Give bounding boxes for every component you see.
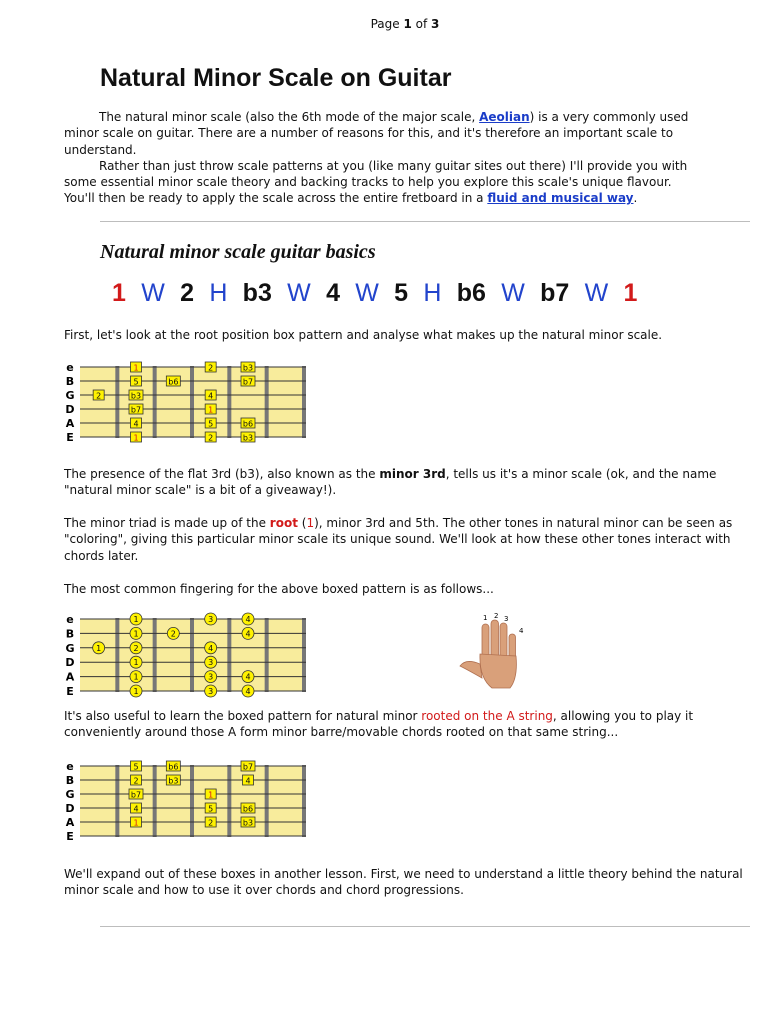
- string-name-label: D: [65, 403, 75, 416]
- scale-degree-label: b3: [130, 391, 142, 401]
- string-name-label: D: [65, 802, 75, 815]
- triad-start: The minor triad is made up of the: [64, 516, 270, 530]
- finger-number: 2: [133, 643, 139, 653]
- section-heading: Natural minor scale guitar basics: [100, 241, 376, 263]
- intro-paragraph-1: [64, 109, 704, 158]
- fingering-text: The most common fingering for the above boxed pattern is as follows...: [64, 582, 494, 596]
- fret-bar: [227, 765, 231, 837]
- fret-bar: [190, 765, 194, 837]
- presence-text: [64, 466, 744, 499]
- finger-label-1: 1: [483, 614, 488, 622]
- intro-text: [64, 109, 704, 207]
- minor-third-term: minor 3rd: [379, 467, 446, 481]
- scale-degree-label: 1: [208, 405, 214, 415]
- string-name-label: B: [65, 375, 75, 388]
- a-string-end: , allowing you to play it conveniently around those A form minor barre/movable chords rooted on that same string...: [64, 709, 694, 740]
- string-name-label: A: [65, 670, 75, 684]
- finger-number: 4: [245, 629, 251, 639]
- finger-number: 1: [133, 687, 139, 696]
- fret-bar: [227, 618, 231, 692]
- fret-bar: [153, 618, 157, 692]
- finger-number: 1: [96, 643, 102, 653]
- scale-degree-label: b7: [130, 790, 142, 800]
- intro-p2-end: .: [633, 191, 638, 206]
- triad-text: [64, 515, 744, 564]
- scale-degree-label: 5: [133, 377, 139, 387]
- finger-label-4: 4: [519, 627, 524, 635]
- fret-bar: [190, 618, 194, 692]
- fret-bar: [265, 618, 269, 692]
- formula-item: W: [584, 279, 609, 307]
- formula-item: W: [287, 279, 311, 307]
- intro-paragraph-2: [64, 158, 704, 207]
- formula-item: b6: [456, 279, 486, 307]
- fretboard-diagram-fingering: [62, 612, 312, 702]
- fretboard-diagram-a-string: [62, 759, 312, 845]
- finger-number: 3: [208, 672, 214, 682]
- fluid-musical-link[interactable]: fluid and musical way: [487, 191, 634, 206]
- expand-text: We'll expand out of these boxes in another lesson. First, we need to understand a little theory behind the natural minor scale and how to use it over chords and chord progressions.: [64, 867, 743, 898]
- presence-end: , tells us it's a minor scale (ok, and the name "natural minor scale" is a bit of a giveaway!).: [64, 467, 717, 498]
- scale-degree-label: b6: [168, 762, 179, 772]
- string-name-label: A: [65, 816, 75, 829]
- finger-number: 4: [245, 615, 251, 624]
- string-name-label: E: [66, 830, 74, 843]
- first-look-text: First, let's look at the root position box pattern and analyse what makes up the natural minor scale.: [64, 328, 663, 342]
- formula-item: 2: [180, 279, 195, 307]
- scale-degree-label: 1: [133, 818, 139, 828]
- scale-degree-label: b3: [242, 433, 254, 443]
- string-name-label: B: [65, 627, 75, 641]
- finger-number: 4: [245, 672, 251, 682]
- scale-degree-label: b6: [242, 804, 254, 814]
- page-title: Natural Minor Scale on Guitar: [100, 64, 452, 92]
- string-name-label: E: [66, 431, 74, 444]
- scale-degree-label: b3: [168, 776, 179, 786]
- scale-degree-label: 2: [208, 433, 214, 443]
- scale-degree-label: 1: [133, 433, 139, 443]
- page-total: 3: [431, 17, 440, 31]
- formula-item: 5: [394, 279, 409, 307]
- scale-degree-label: 2: [208, 363, 214, 373]
- root-degree: 1: [306, 516, 315, 530]
- fret-bar: [302, 765, 306, 837]
- formula-item: W: [355, 279, 379, 307]
- finger-number: 2: [170, 629, 176, 639]
- formula-item: b3: [242, 279, 272, 307]
- finger-number: 1: [133, 615, 139, 624]
- scale-degree-label: 4: [208, 391, 214, 401]
- finger-number: 3: [208, 615, 214, 624]
- scale-degree-label: 2: [208, 818, 214, 828]
- finger-number: 4: [245, 687, 251, 696]
- scale-degree-label: 4: [133, 804, 139, 814]
- scale-degree-label: b7: [242, 762, 254, 772]
- fret-bar: [115, 765, 119, 837]
- scale-degree-label: 5: [208, 419, 214, 429]
- string-name-label: e: [66, 613, 74, 626]
- finger-number: 4: [208, 643, 214, 653]
- page-prefix: Page: [370, 17, 404, 31]
- string-name-label: D: [65, 656, 75, 670]
- string-name-label: G: [65, 641, 75, 655]
- finger-number: 1: [133, 672, 139, 682]
- page-number: [0, 17, 768, 31]
- string-name-label: B: [65, 774, 75, 787]
- bottom-divider: [100, 926, 750, 927]
- scale-degree-label: 5: [133, 762, 139, 772]
- triad-paren: (: [297, 516, 307, 530]
- scale-degree-label: 1: [208, 790, 214, 800]
- finger-number: 1: [133, 629, 139, 639]
- scale-degree-label: b6: [242, 419, 254, 429]
- string-name-label: e: [66, 760, 74, 773]
- intro-p2-start: Rather than just throw scale patterns at you (like many guitar sites out there) I'll provide you with some essential minor scale theory and backing tracks to help you explore this scale's unique flavour. You'll then be ready to apply the scale across the entire fretboard in a: [64, 158, 688, 206]
- finger-label-3: 3: [504, 615, 509, 623]
- a-string-text: [64, 708, 744, 741]
- scale-degree-label: b6: [168, 377, 179, 387]
- formula-item: 1: [623, 279, 638, 307]
- page-current: 1: [403, 17, 412, 31]
- scale-degree-label: 4: [133, 419, 139, 429]
- fret-bar: [265, 765, 269, 837]
- formula-item: W: [501, 279, 525, 307]
- string-name-label: G: [65, 788, 75, 801]
- fret-bar: [302, 618, 306, 692]
- scale-degree-label: 2: [96, 391, 102, 401]
- scale-degree-label: b3: [242, 818, 254, 828]
- root-term: root: [269, 516, 298, 530]
- scale-degree-label: b7: [130, 405, 142, 415]
- intro-p1-start: The natural minor scale (also the 6th mode of the major scale,: [99, 110, 480, 124]
- formula-item: W: [141, 279, 165, 307]
- scale-degree-label: 1: [133, 363, 139, 373]
- string-name-label: A: [65, 417, 75, 430]
- section-divider: [100, 221, 750, 222]
- formula-item: b7: [540, 279, 570, 307]
- fret-bar: [153, 765, 157, 837]
- presence-start: The presence of the flat 3rd (b3), also known as the: [64, 467, 380, 481]
- a-string-start: It's also useful to learn the boxed pattern for natural minor: [64, 709, 422, 723]
- fret-bar: [115, 618, 119, 692]
- finger-number: 3: [208, 658, 214, 668]
- scale-degree-label: 2: [133, 776, 139, 786]
- finger-number: 3: [208, 687, 214, 696]
- finger-number: 1: [133, 658, 139, 668]
- fret-bar: [115, 366, 119, 438]
- fret-bar: [227, 366, 231, 438]
- aeolian-link[interactable]: Aeolian: [479, 110, 530, 124]
- formula-item: H: [209, 279, 228, 307]
- string-name-label: e: [66, 361, 74, 374]
- string-name-label: E: [66, 685, 74, 698]
- fret-bar: [153, 366, 157, 438]
- page-of: of: [411, 17, 432, 31]
- scale-degree-label: 4: [245, 776, 251, 786]
- formula-item: 1: [112, 279, 126, 307]
- formula-item: H: [423, 279, 442, 307]
- fret-bar: [302, 366, 306, 438]
- formula-item: 4: [326, 279, 340, 307]
- fret-bar: [265, 366, 269, 438]
- scale-formula: [112, 279, 653, 308]
- hand-fingering-icon: [452, 608, 532, 692]
- scale-degree-label: b3: [242, 363, 254, 373]
- fret-bar: [190, 366, 194, 438]
- triad-end: ), minor 3rd and 5th. The other tones in natural minor can be seen as "coloring", giving this particular minor scale its unique sound. We'll look at how these other tones interact with chords later.: [64, 516, 733, 563]
- intro-p1-end: ) is a very commonly used minor scale on guitar. There are a number of reasons for this, and it's therefore an important scale to understand.: [64, 110, 689, 157]
- scale-degree-label: b7: [242, 377, 254, 387]
- fretboard-diagram-root-position: [62, 360, 312, 446]
- scale-degree-label: 5: [208, 804, 214, 814]
- rooted-a-string-term: rooted on the A string: [421, 709, 553, 723]
- finger-label-2: 2: [494, 612, 499, 620]
- string-name-label: G: [65, 389, 75, 402]
